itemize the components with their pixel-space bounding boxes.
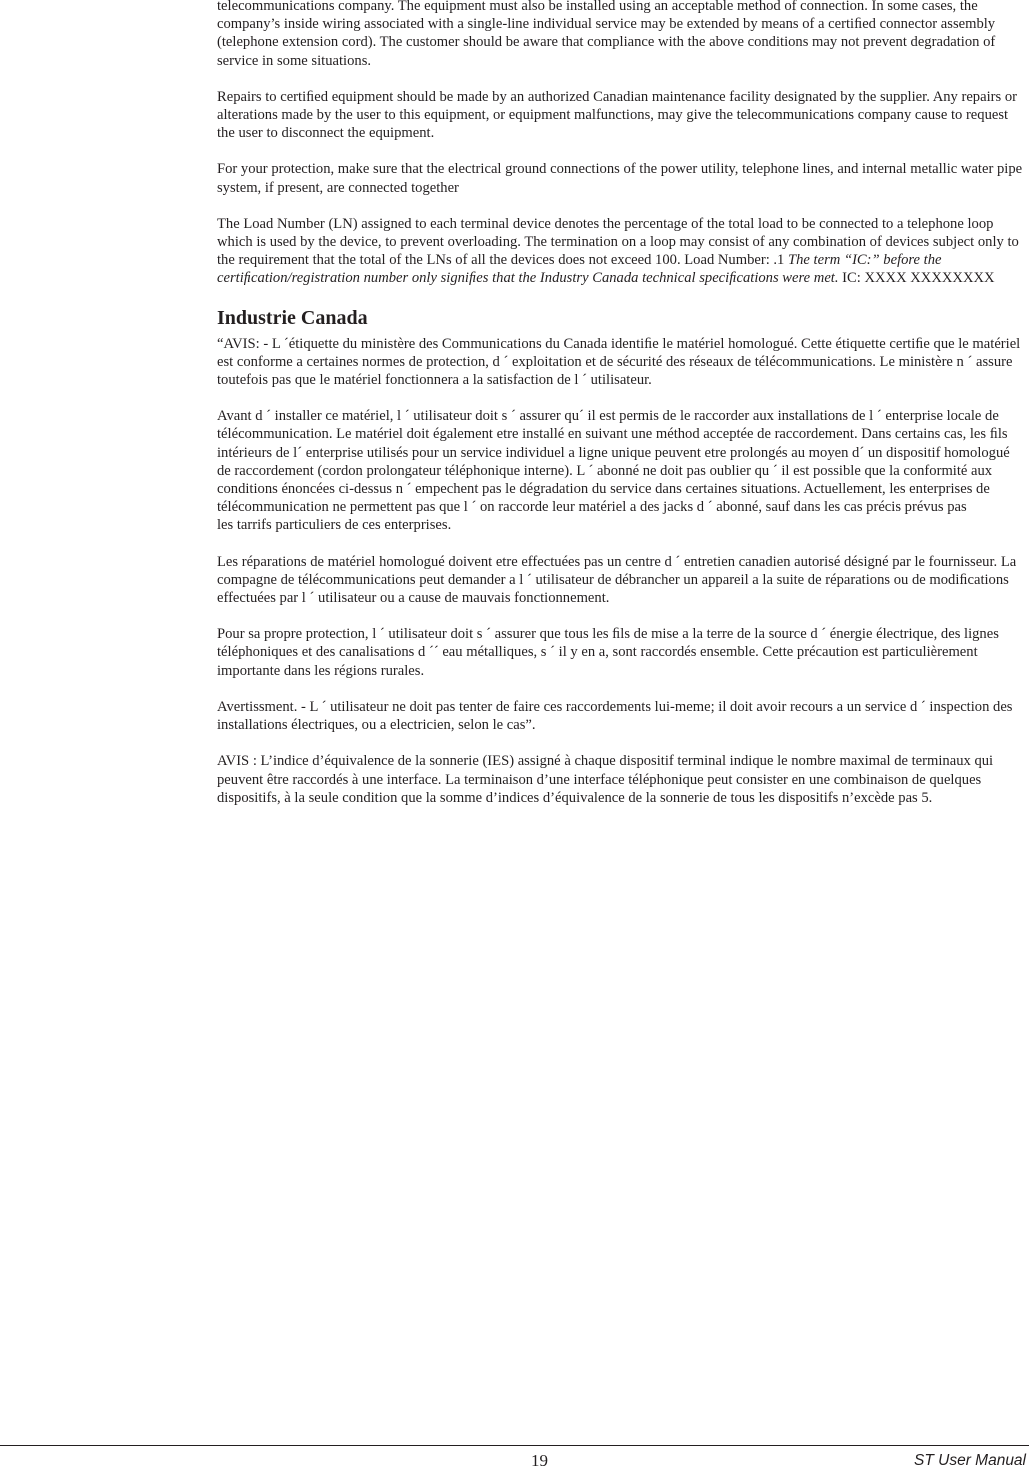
manual-title: ST User Manual — [914, 1452, 1026, 1469]
french-paragraph-installation: Avant d ´ installer ce matériel, l ´ utilisateur doit s ´ assurer qu´ il est permis de le raccorder aux installations de l ´ enterprise locale de télécommunication. Le matériel doit également etre installé en suivant une méthod acceptée de raccordement. Dans certains cas, les ﬁls intérieurs de l´ enterprise utilisés pour un service individuel a ligne unique peuvent etre prolongés au moyen d´ un dispositif homologué de raccordement (cordon prolongateur téléphonique interne). L ´ abonné ne doit pas oublier qu ´ il est possible que la conformité aux conditions énoncées ci-dessus n ´ empechent pas le dégradation du service dans certaines situations. Actuellement, les enterprises de télécommunication ne permettent pas que l ´ on raccorde leur matériel a des jacks d ´ abonné, sauf dans les cas précis prévus pas — [217, 408, 1010, 516]
english-paragraph-protection: For your protection, make sure that the electrical ground connections of the power utility, telephone lines, and internal metallic water pipe system, if present, are connected together — [217, 161, 1023, 196]
section-heading-industrie-canada: Industrie Canada — [217, 306, 368, 329]
english-paragraph-load-number — [217, 215, 1025, 288]
french-paragraph-repairs: Les réparations de matériel homologué doivent etre effectuées pas un centre d ´ entretien canadien autorisé désigné par le fournisseur. La compagne de télécommunications peut demander a l ´ utilisateur de débrancher un appareil a la suite de réparations ou de modiﬁcations effectuées par l ´ utilisateur ou a cause de mauvais fonctionnement. — [217, 553, 1017, 607]
load-number-text: The Load Number (LN) assigned to each terminal device denotes the percentage of the total load to be connected to a telephone loop which is used by the device, to prevent overloading. The termination on a loop may consist of any combination of devices subject only to the requirement that the total of the LNs of all the devices does not exceed 100. Load Number: .1 — [217, 215, 1019, 269]
page-body — [217, 0, 1025, 825]
french-paragraph-installation-end: les tarrifs particuliers de ces enterprises. — [217, 517, 452, 534]
english-paragraph-connection: telecommunications company. The equipment must also be installed using an acceptable method of connection. In some cases, the company’s inside wiring associated with a single-line individual service may be extended by means of a certiﬁed connector assembly (telephone extension cord). The customer should be aware that compliance with the above conditions may not prevent degradation of service in some situations. — [217, 0, 996, 69]
english-paragraph-repairs: Repairs to certiﬁed equipment should be made by an authorized Canadian maintenance facility designated by the supplier. Any repairs or alterations made by the user to this equipment, or equipment malfunctions, may give the telecommunications company cause to request the user to disconnect the equipment. — [217, 88, 1017, 142]
ic-number: IC: XXXX XXXXXXXX — [838, 270, 995, 287]
french-paragraph-avis: “AVIS: - L ´étiquette du ministère des Communications du Canada identiﬁe le matériel homologué. Cette étiquette certiﬁe que le matériel est conforme a certaines normes de protection, d ´ exploitation et de sécurité des réseaux de télécommunications. Le ministère n ´ assure toutefois pas que le matériel fonctionnera a la satisfaction de l ´ utilisateur. — [217, 335, 1021, 389]
page-number: 19 — [531, 1451, 548, 1470]
footer-divider — [0, 1445, 1029, 1446]
ic-term-note: The term “IC:” before the certiﬁcation/registration number only signiﬁes that the Industry Canada technical speciﬁcations were met. — [217, 252, 942, 287]
french-paragraph-protection: Pour sa propre protection, l ´ utilisateur doit s ´ assurer que tous les ﬁls de mise a la terre de la source d ´ énergie électrique, des lignes téléphoniques et des canalisations d ´´ eau métalliques, s ´ il y en a, sont raccordés ensemble. Cette précaution est particulièrement importante dans les régions rurales. — [217, 626, 999, 679]
french-paragraph-ies: AVIS : L’indice d’équivalence de la sonnerie (IES) assigné à chaque dispositif terminal indique le nombre maximal de terminaux qui peuvent être raccordés à une interface. La terminaison d’une interface téléphonique peut consister en une combinaison de quelques dispositifs, à la seule condition que la somme d’indices d’équivalence de la sonnerie de tous les dispositifs n’excède pas 5. — [217, 753, 994, 806]
french-paragraph-warning: Avertissment. - L ´ utilisateur ne doit pas tenter de faire ces raccordements lui-meme; il doit avoir recours a un service d ´ inspection des installations électriques, ou a electricien, selon le cas”. — [217, 698, 1013, 734]
